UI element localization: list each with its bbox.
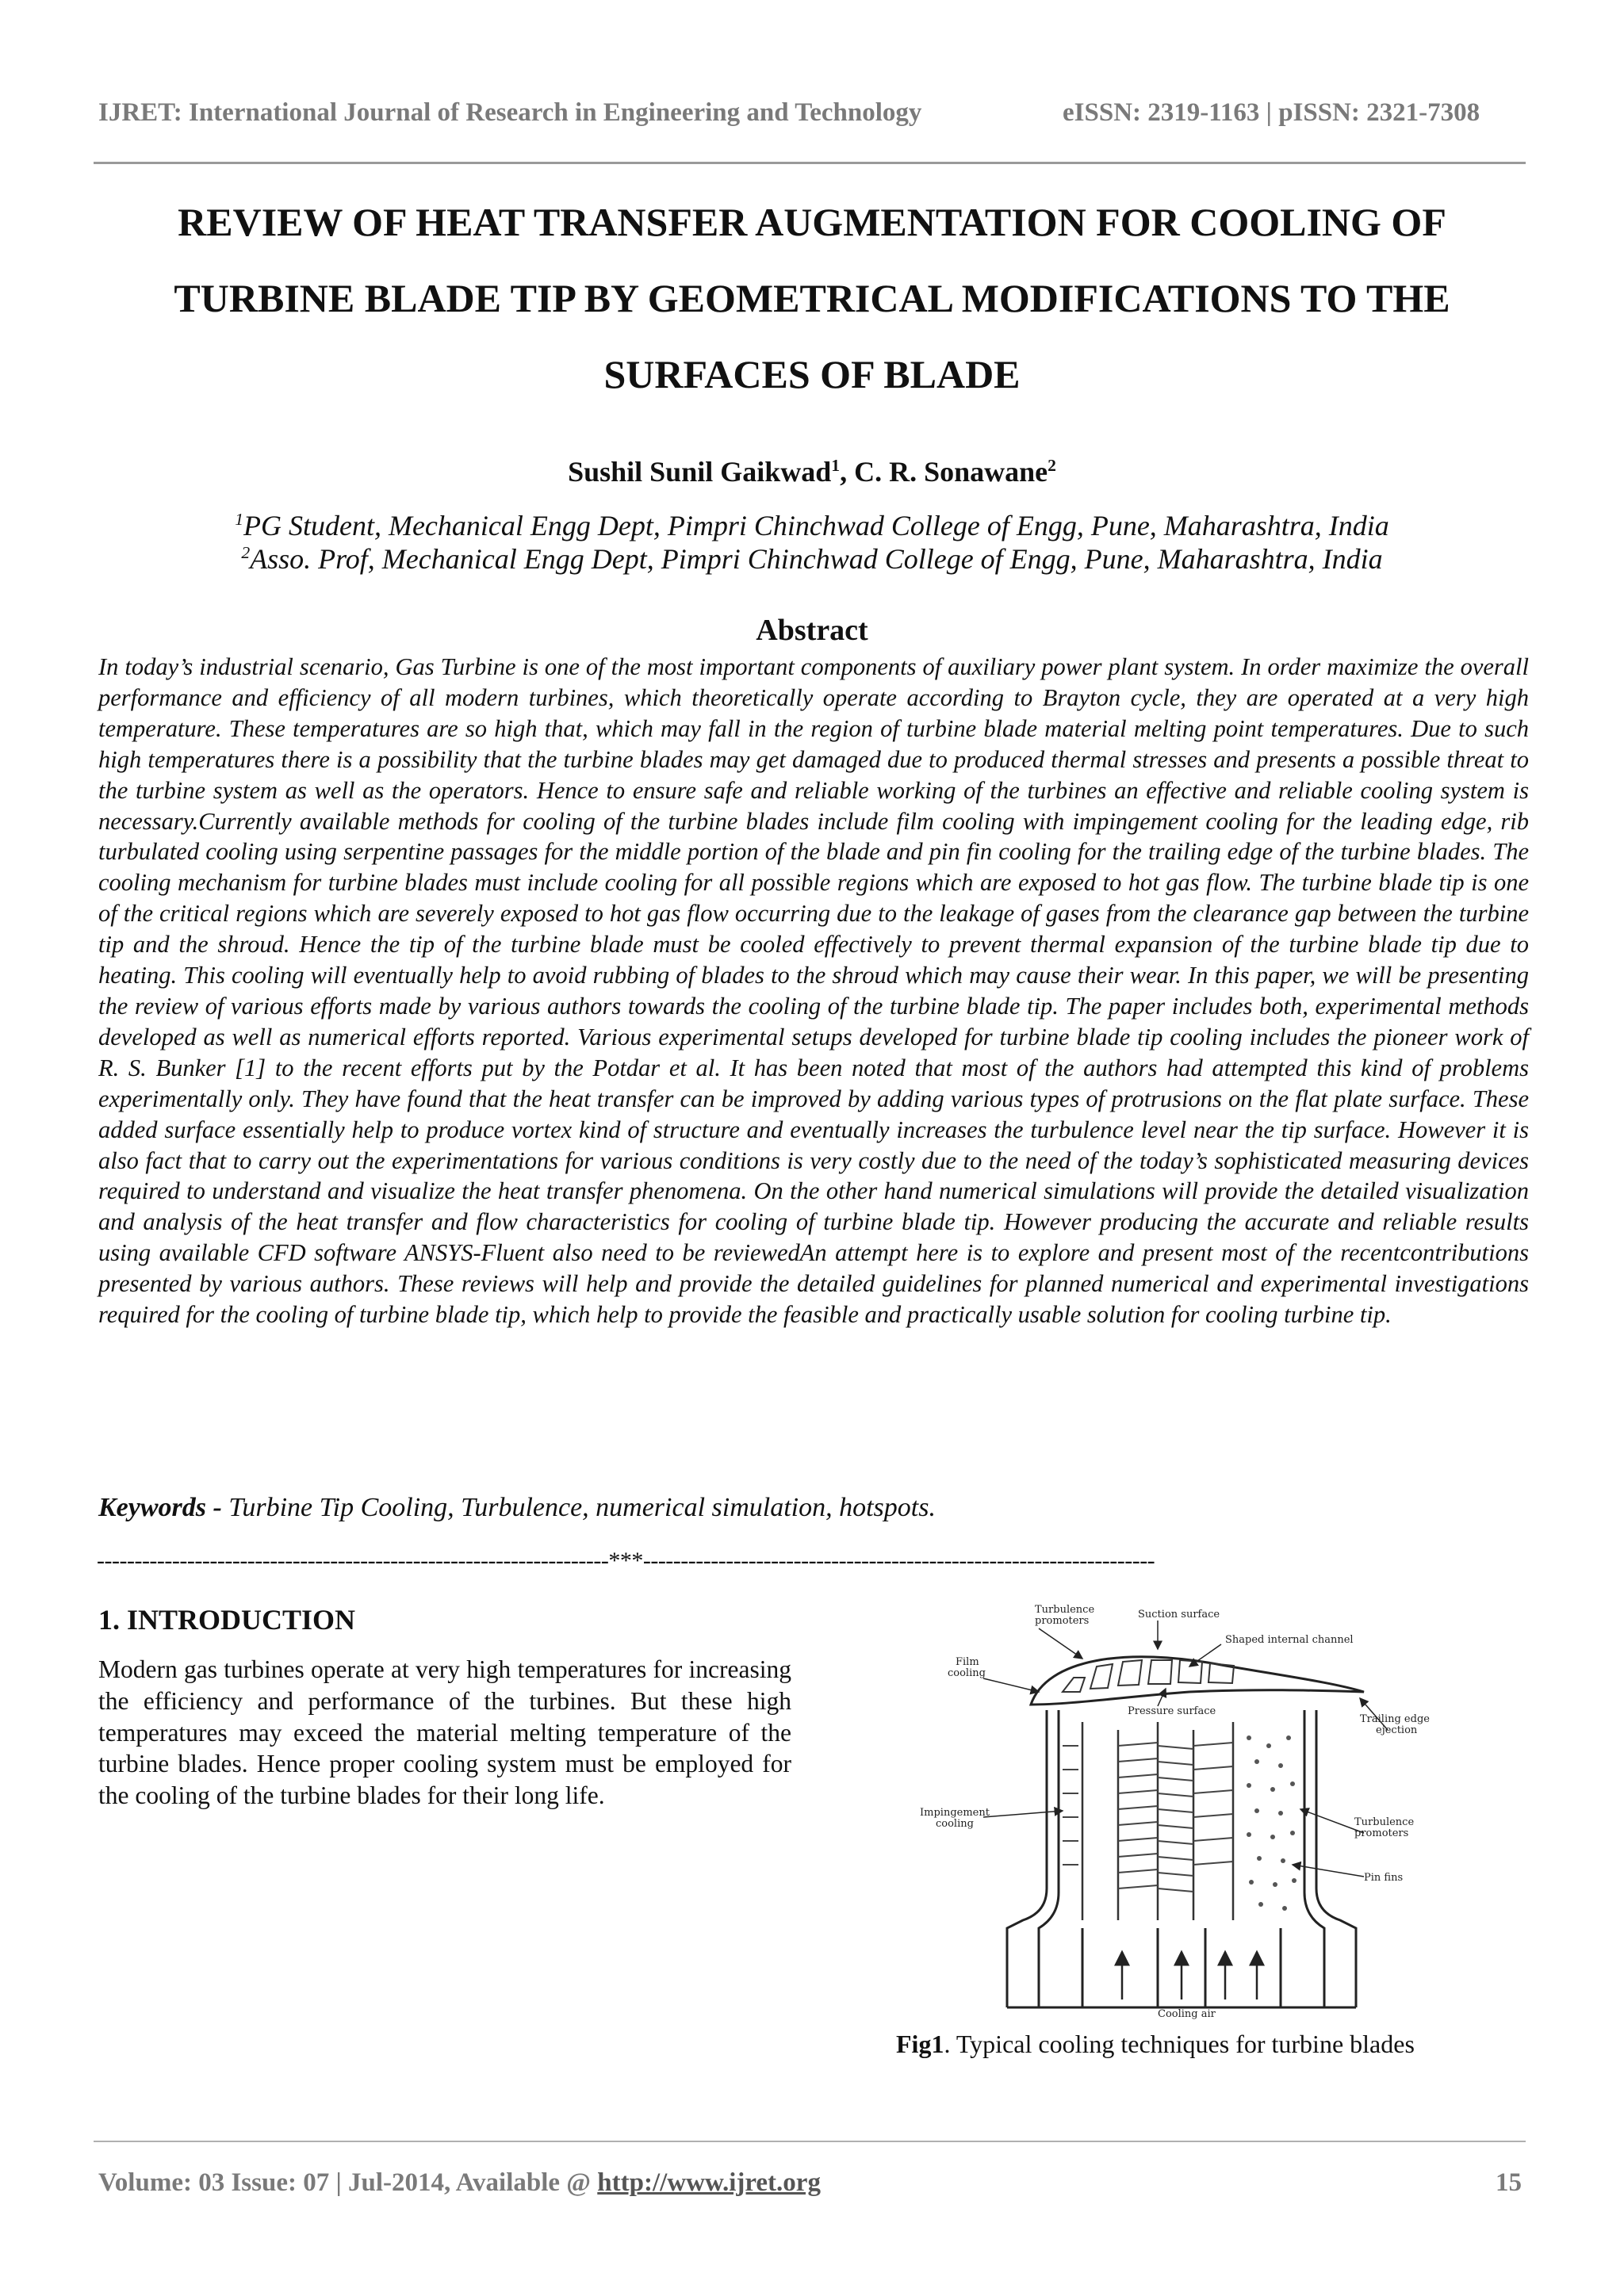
authors bbox=[0, 455, 1624, 488]
section-separator: --------------------------------------------------------------------***-------------------------------------------------------------------- bbox=[97, 1548, 1155, 1574]
footer-rule bbox=[94, 2141, 1526, 2142]
title-line: TURBINE BLADE TIP BY GEOMETRICAL MODIFICATIONS TO THE bbox=[174, 276, 1450, 320]
paper-title bbox=[94, 184, 1530, 412]
label-film-cooling: cooling bbox=[948, 1667, 986, 1679]
header-rule bbox=[94, 162, 1526, 164]
author-separator: , bbox=[840, 456, 855, 488]
airfoil-section bbox=[1031, 1657, 1364, 1705]
label-turbulence-promoters-top: Turbulence bbox=[1035, 1604, 1095, 1616]
label-pressure-surface: Pressure surface bbox=[1128, 1705, 1216, 1717]
label-cooling-air: Cooling air bbox=[1158, 2008, 1216, 2020]
page-number: 15 bbox=[1496, 2168, 1522, 2197]
author-name: Sushil Sunil Gaikwad bbox=[568, 456, 832, 488]
label-shaped-internal-channel: Shaped internal channel bbox=[1225, 1634, 1354, 1646]
figure-caption-text: . Typical cooling techniques for turbine blades bbox=[944, 2030, 1415, 2058]
affiliation-line bbox=[0, 509, 1624, 542]
label-impingement-cooling: Impingement bbox=[920, 1807, 990, 1819]
introduction-heading: 1. INTRODUCTION bbox=[98, 1604, 356, 1636]
label-suction-surface: Suction surface bbox=[1138, 1609, 1220, 1621]
title-line: SURFACES OF BLADE bbox=[603, 352, 1021, 396]
cooling-air-arrows bbox=[1122, 1952, 1257, 1999]
keywords bbox=[98, 1493, 1529, 1523]
label-film-cooling: Film bbox=[956, 1656, 979, 1668]
issn-header: eISSN: 2319-1163 | pISSN: 2321-7308 bbox=[1063, 98, 1480, 127]
footer-volume bbox=[98, 2168, 821, 2198]
label-trailing-edge-ejection: ejection bbox=[1376, 1724, 1418, 1736]
keywords-label: Keywords - bbox=[98, 1493, 229, 1522]
label-turbulence-promoters-side: promoters bbox=[1354, 1827, 1409, 1839]
abstract-text: In today’s industrial scenario, Gas Turbine is one of the most important components of auxiliary power plant system. In order maximize the overall performance and efficiency of all modern turbines, which theoretically operate according to Brayton cycle, they are operated at a very high temperature. These temperatures are so high that, which may fall in the region of turbine blade material melting point temperatures. Due to such high temperatures there is a possibility that the turbine blades may get damaged due to produced thermal stresses and presents a possible threat to the turbine system as well as the operators. Hence to ensure safe and reliable working of the turbines an effective and reliable cooling system is necessary.Currently available methods for cooling of the turbine blades include film cooling with impingement cooling for the leading edge, rib turbulated cooling using serpentine passages for the middle portion of the blade and pin fin cooling for the trailing edge of the turbine blades. The cooling mechanism for turbine blades must include cooling for all possible regions which are exposed to hot gas flow. The turbine blade tip is one of the critical regions which are severely exposed to hot gas flow occurring due to the leakage of gases from the clearance gap between the turbine tip and the shroud. Hence the tip of the turbine blade must be cooled effectively to prevent thermal expansion of the turbine blade tip due to heating. This cooling will eventually help to avoid rubbing of blades to the shroud which may cause their wear. In this paper, we will be presenting the review of various efforts made by various authors towards the cooling of the turbine blade tip. The paper includes both, experimental methods developed as well as numerical efforts reported. Various experimental setups developed for turbine blade tip cooling includes the pioneer work of R. S. Bunker [1] to the recent efforts put by the Potdar et al. It has been noted that most of the authors had attempted this kind of problems experimentally only. They have found that the heat transfer can be improved by adding various types of protrusions on the flat plate surface. These added surface essentially help to produce vortex kind of structure and eventually increases the turbulence level near the tip surface. However it is also fact that to carry out the experimentations for various conditions is very costly due to the need of the today’s sophisticated measuring devices required to understand and visualize the heat transfer phenomena. On the other hand numerical simulations will provide the detailed visualization and analysis of the heat transfer and flow characteristics for cooling of turbine blade tip. However producing the accurate and reliable results using available CFD software ANSYS-Fluent also need to be reviewedAn attempt here is to explore and present most of the recentcontributions presented by various authors. These reviews will help and provide the detailed guidelines for planned numerical and experimental investigations required for the cooling of turbine blade tip, which help to provide the feasible and practically usable solution for cooling turbine tip. bbox=[98, 653, 1529, 1329]
turbine-blade-cooling-figure bbox=[920, 1603, 1443, 2023]
abstract-heading: Abstract bbox=[756, 614, 868, 647]
affiliation-sup: 1 bbox=[235, 510, 243, 529]
pin-fins bbox=[1247, 1735, 1297, 1911]
author-sup: 2 bbox=[1048, 456, 1056, 475]
affiliation-text: PG Student, Mechanical Engg Dept, Pimpri Chinchwad College of Engg, Pune, Maharashtra, India bbox=[243, 510, 1389, 541]
journal-header: IJRET: International Journal of Research in Engineering and Technology bbox=[98, 98, 922, 127]
impingement-holes bbox=[1063, 1746, 1078, 1865]
label-turbulence-promoters-side: Turbulence bbox=[1354, 1816, 1415, 1828]
turbulence-ribs bbox=[1118, 1743, 1233, 1892]
label-impingement-cooling: cooling bbox=[936, 1818, 974, 1830]
footer-volume-text: Volume: 03 Issue: 07 | Jul-2014, Available @ bbox=[98, 2168, 598, 2197]
figure-caption bbox=[896, 2030, 1415, 2059]
title-line: REVIEW OF HEAT TRANSFER AUGMENTATION FOR COOLING OF bbox=[178, 200, 1446, 244]
affiliations bbox=[0, 509, 1624, 576]
label-pin-fins: Pin fins bbox=[1364, 1872, 1404, 1884]
author-sup: 1 bbox=[831, 456, 841, 475]
introduction-text: Modern gas turbines operate at very high temperatures for increasing the efficiency and performance of the turbines. But these high temperatures may exceed the material melting temperature of the turbine blades. Hence proper cooling system must be employed for the cooling of the turbine blades for their long life. bbox=[98, 1655, 791, 1810]
affiliation-line bbox=[0, 542, 1624, 576]
affiliation-text: Asso. Prof, Mechanical Engg Dept, Pimpri Chinchwad College of Engg, Pune, Maharashtra, India bbox=[250, 543, 1383, 575]
figure-caption-label: Fig1 bbox=[896, 2030, 944, 2058]
label-trailing-edge-ejection: Trailing edge bbox=[1360, 1713, 1430, 1725]
keywords-text: Turbine Tip Cooling, Turbulence, numerical simulation, hotspots. bbox=[228, 1493, 936, 1522]
affiliation-sup: 2 bbox=[241, 543, 251, 562]
author-name: C. R. Sonawane bbox=[854, 456, 1048, 488]
label-turbulence-promoters-top: promoters bbox=[1035, 1615, 1090, 1627]
journal-url-link[interactable]: http://www.ijret.org bbox=[597, 2168, 821, 2197]
serpentine-passages bbox=[1082, 1722, 1233, 1920]
